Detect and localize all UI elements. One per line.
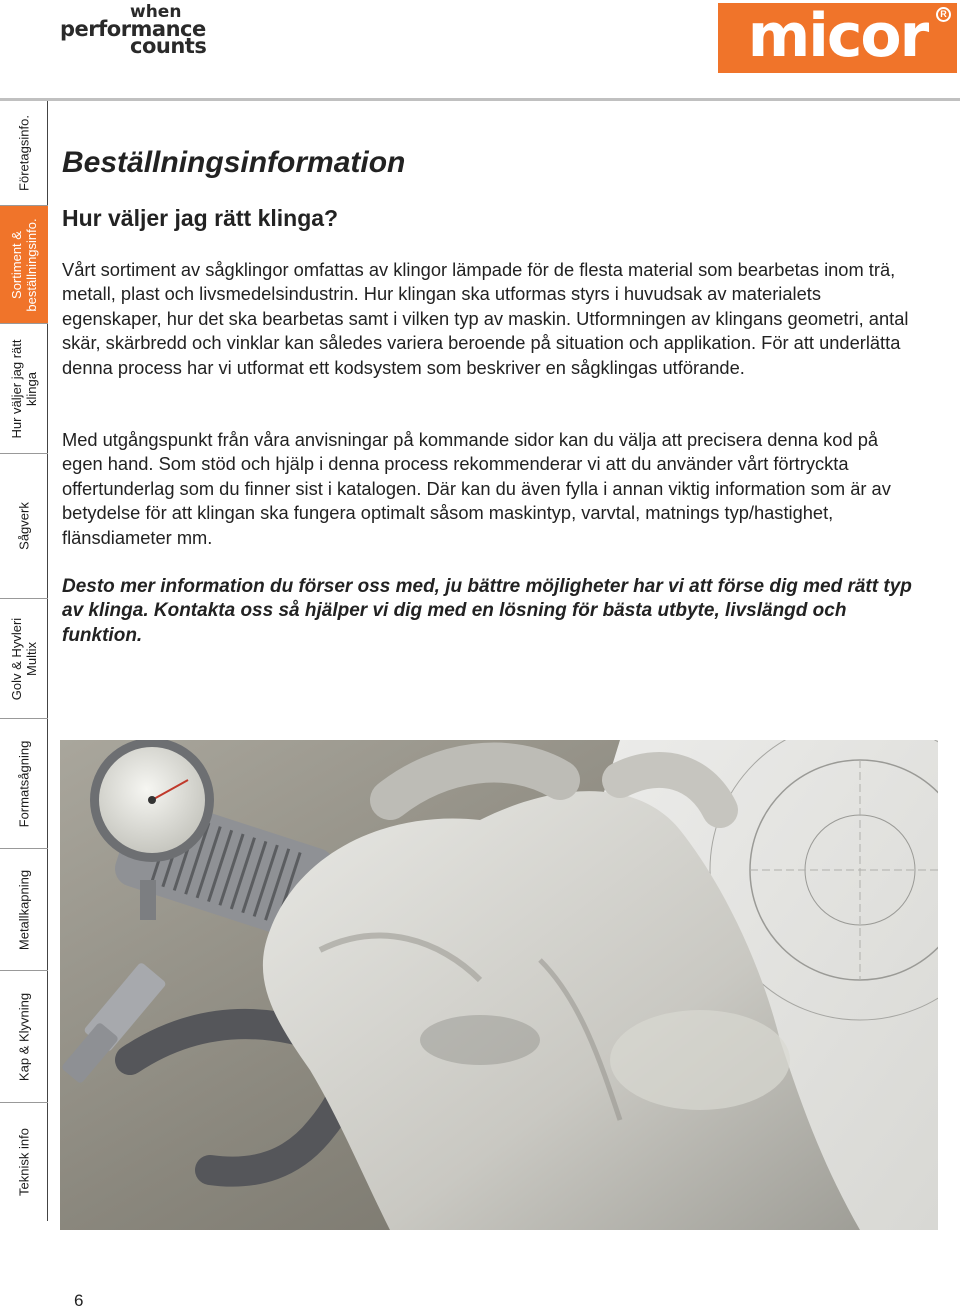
tab-foretagsinfo[interactable] bbox=[0, 101, 48, 206]
tab-label: Företagsinfo. bbox=[16, 115, 32, 191]
tab-label: Golv & Hyvleri Multix bbox=[9, 617, 39, 700]
page-subtitle: Hur väljer jag rätt klinga? bbox=[62, 205, 339, 231]
tab-sortiment[interactable] bbox=[0, 206, 48, 324]
tab-label: Kap & Klyvning bbox=[16, 992, 32, 1081]
tab-label: Teknisk info bbox=[16, 1128, 32, 1196]
tagline-line-3: counts bbox=[130, 34, 207, 58]
tab-metallkapning[interactable] bbox=[0, 849, 48, 971]
section-tabs bbox=[0, 101, 48, 1221]
tab-golv-hyvleri[interactable] bbox=[0, 599, 48, 719]
header-divider bbox=[0, 98, 960, 101]
tab-hur-valjer-jag[interactable] bbox=[0, 324, 48, 454]
brand-tagline bbox=[60, 2, 230, 58]
tab-kap-klyvning[interactable] bbox=[0, 971, 48, 1103]
contact-paragraph: Desto mer information du förser oss med, ju bättre möjligheter har vi att förse dig med rätt typ av klinga. Kontakta oss så hjälper vi dig med en lösning för bästa utbyte, livslängd och funktion. bbox=[62, 576, 912, 646]
tab-label: Formatsågning bbox=[16, 740, 32, 827]
workshop-photo bbox=[60, 740, 938, 1230]
page-number: 6 bbox=[74, 1291, 84, 1310]
intro-paragraph: Vårt sortiment av sågklingor omfattas av klingor lämpade för de flesta material som bearbetas inom trä, metall, plast och livsmedelsindustrin. Hur klingan ska utformas styrs i huvudsak av materialets egenskaper, hur det ska bearbetas samt i vilken typ av maskin. Utformningen av klingans geometri, antal skär, skärbredd och vinklar kan således variera beroende på situation och applikation. För att underlätta denna process har vi utformat ett kodsystem som beskriver en sågklingas utförande. bbox=[62, 259, 909, 378]
tagline-line-2: performance bbox=[60, 17, 206, 41]
tab-teknisk-info[interactable] bbox=[0, 1103, 48, 1221]
guidance-paragraph: Med utgångspunkt från våra anvisningar på kommande sidor kan du välja att precisera denna kod på egen hand. Som stöd och hjälp i denna process rekommenderar vi att du använder vårt förtryckta offertunderlag som du finner sist i katalogen. Där kan du även fylla i annan viktig information som är av betydelse för att klingan ska fungera optimalt såsom maskintyp, varvtal, matnings typ/hastighet, flänsdiameter mm. bbox=[62, 429, 891, 548]
tab-label: Hur väljer jag rätt klinga bbox=[9, 339, 39, 438]
registered-mark-icon: R bbox=[936, 7, 951, 22]
photo-illustration bbox=[60, 740, 938, 1230]
tab-formatsagning[interactable] bbox=[0, 719, 48, 849]
tab-label: Metallkapning bbox=[16, 869, 32, 950]
micor-logo bbox=[718, 3, 957, 73]
logo-wordmark: micor bbox=[747, 1, 928, 71]
tab-sagverk[interactable] bbox=[0, 454, 48, 599]
page-title: Beställningsinformation bbox=[62, 146, 406, 179]
tagline-line-1: when bbox=[130, 2, 182, 22]
tab-label: Sortiment & beställningsinfo. bbox=[9, 217, 39, 312]
tab-label: Sågverk bbox=[16, 502, 32, 550]
